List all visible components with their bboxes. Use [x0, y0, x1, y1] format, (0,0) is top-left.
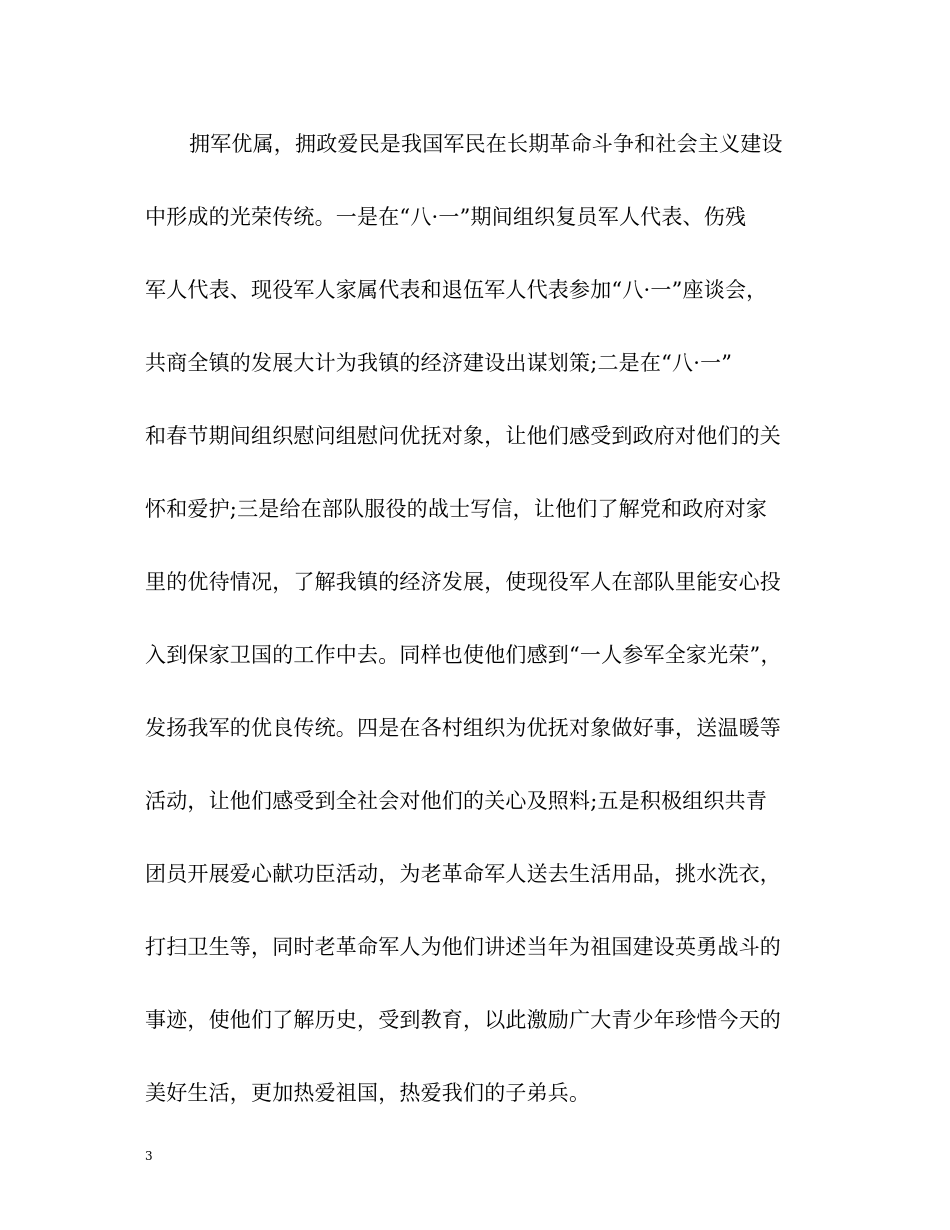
paragraph-line: 活动，让他们感受到全社会对他们的关心及照料;五是积极组织共青	[145, 789, 768, 813]
paragraph-line: 拥军优属，拥政爱民是我国军民在长期革命斗争和社会主义建设	[189, 132, 783, 156]
paragraph-line: 军人代表、现役军人家属代表和退伍军人代表参加“八·一”座谈会，	[145, 278, 768, 302]
paragraph-line: 中形成的光荣传统。一是在“八·一”期间组织复员军人代表、伤残	[145, 205, 747, 229]
page-number: 3	[145, 1149, 153, 1163]
paragraph-line: 怀和爱护;三是给在部队服役的战士写信，让他们了解党和政府对家	[145, 497, 768, 521]
paragraph-line: 入到保家卫国的工作中去。同样也使他们感到“一人参军全家光荣”，	[145, 643, 782, 667]
paragraph-line: 事迹，使他们了解历史，受到教育，以此激励广大青少年珍惜今天的	[145, 1008, 781, 1032]
paragraph-line: 里的优待情况，了解我镇的经济发展，使现役军人在部队里能安心投	[145, 570, 781, 594]
paragraph-line: 发扬我军的优良传统。四是在各村组织为优抚对象做好事，送温暖等	[145, 716, 781, 740]
body-paragraph	[145, 124, 815, 1146]
paragraph-line: 打扫卫生等，同时老革命军人为他们讲述当年为祖国建设英勇战斗的	[145, 935, 781, 959]
paragraph-line: 和春节期间组织慰问组慰问优抚对象，让他们感受到政府对他们的关	[145, 424, 781, 448]
paragraph-line: 美好生活，更加热爱祖国，热爱我们的子弟兵。	[145, 1081, 591, 1105]
paragraph-line: 共商全镇的发展大计为我镇的经济建设出谋划策;二是在“八·一”	[145, 351, 733, 375]
paragraph-line: 团员开展爱心献功臣活动，为老革命军人送去生活用品，挑水洗衣，	[145, 862, 781, 886]
